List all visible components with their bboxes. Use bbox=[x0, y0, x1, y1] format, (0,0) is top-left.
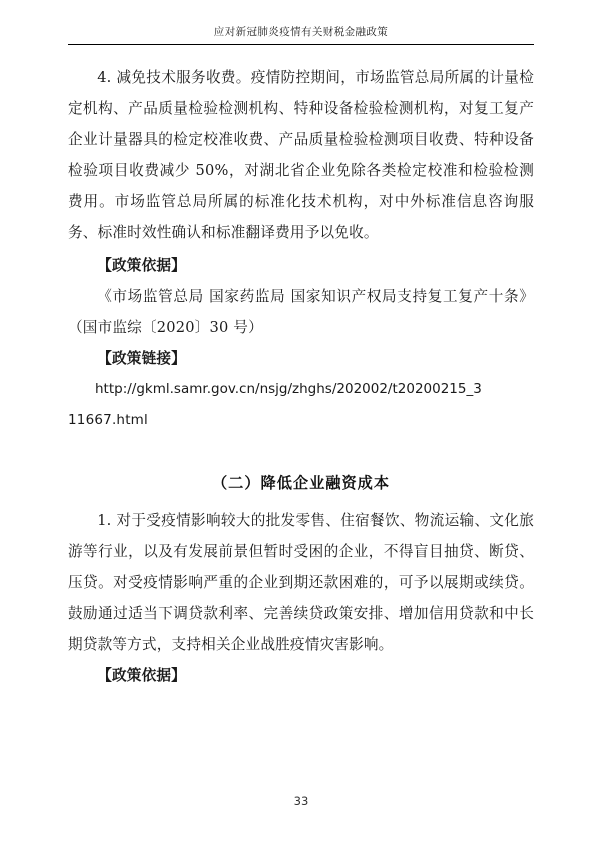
policy-link-label-1: 【政策链接】 bbox=[97, 350, 186, 367]
paragraph-financing-cost: 1. 对于受疫情影响较大的批发零售、住宿餐饮、物流运输、文化旅游等行业，以及有发展前景但暂时受困的企业，不得盲目抽贷、断贷、压贷。对受疫情影响严重的企业到期还款困难的，可予以展期或续贷。鼓励通过适当下调贷款利率、完善续贷政策安排、增加信用贷款和中长期贷款等方式，支持相关企业战胜疫情灾害影响。 bbox=[68, 512, 534, 653]
page-number: 33 bbox=[293, 794, 309, 808]
page-content bbox=[68, 62, 534, 691]
policy-basis-label-1: 【政策依据】 bbox=[97, 257, 186, 274]
spacer bbox=[68, 436, 534, 442]
paragraph-technical-service-fees: 4. 减免技术服务收费。疫情防控期间，市场监管总局所属的计量检定机构、产品质量检验检测机构、特种设备检验检测机构，对复工复产企业计量器具的检定校准收费、产品质量检验检测项目收费、特种设备检验项目收费减少 50%，对湖北省企业免除各类检定校准和检验检测费用。市场监管总局所属的标准化技术机构，对中外标准信息咨询服务、标准时效性确认和标准翻译费用予以免收。 bbox=[68, 69, 534, 241]
section-heading: （二）降低企业融资成本 bbox=[211, 474, 391, 492]
header-divider bbox=[68, 44, 534, 45]
policy-basis-text-1: 《市场监管总局 国家药监局 国家知识产权局支持复工复产十条》（国市监综〔2020〕30 号） bbox=[68, 288, 534, 336]
policy-link-url-1[interactable]: http://gkml.samr.gov.cn/nsjg/zhghs/202002/t20200215_3 bbox=[95, 381, 482, 397]
policy-link-url-1-continuation[interactable]: 11667.html bbox=[68, 412, 148, 428]
running-header: 应对新冠肺炎疫情有关财税金融政策 bbox=[213, 26, 389, 38]
policy-basis-label-2: 【政策依据】 bbox=[97, 667, 186, 684]
